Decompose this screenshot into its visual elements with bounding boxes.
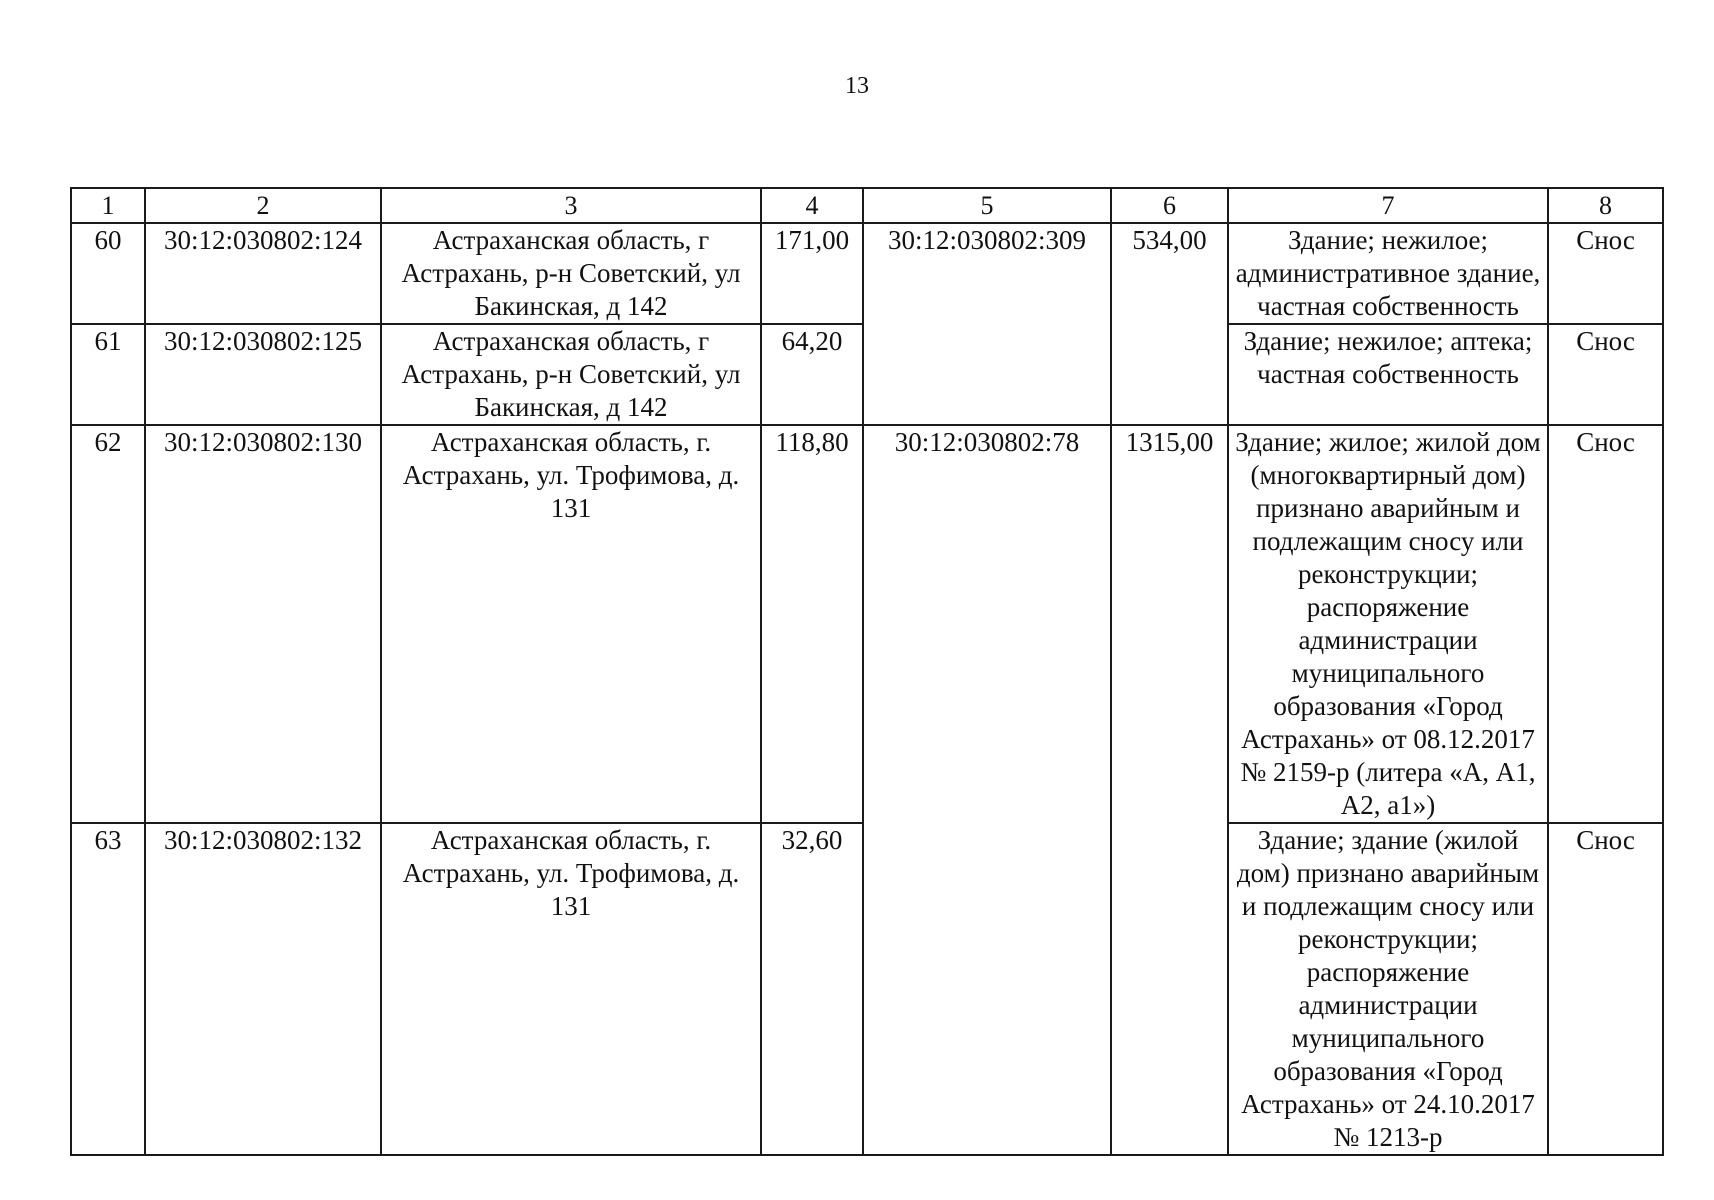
header-col-8: 8	[1548, 188, 1663, 223]
table-row	[71, 425, 1663, 823]
address: Астраханская область, г Астрахань, р-н Советский, ул Бакинская, д 142	[381, 324, 761, 425]
header-col-2: 2	[145, 188, 381, 223]
building-area: 118,80	[761, 425, 863, 823]
header-col-5: 5	[863, 188, 1111, 223]
address: Астраханская область, г. Астрахань, ул. Трофимова, д. 131	[381, 823, 761, 1155]
building-cadastral-number: 30:12:030802:130	[145, 425, 381, 823]
page-number: 13	[845, 73, 869, 99]
land-cadastral-number: 30:12:030802:309	[863, 223, 1111, 425]
land-area: 534,00	[1111, 223, 1228, 425]
building-area: 171,00	[761, 223, 863, 324]
planned-action: Снос	[1548, 223, 1663, 324]
building-area: 32,60	[761, 823, 863, 1155]
object-description: Здание; нежилое; административное здание, частная собственность	[1228, 223, 1548, 324]
row-number: 63	[71, 823, 145, 1155]
header-col-3: 3	[381, 188, 761, 223]
planned-action: Снос	[1548, 823, 1663, 1155]
header-col-7: 7	[1228, 188, 1548, 223]
table-row	[71, 223, 1663, 324]
row-number: 60	[71, 223, 145, 324]
header-row	[71, 188, 1663, 223]
building-cadastral-number: 30:12:030802:124	[145, 223, 381, 324]
objects-table	[70, 187, 1664, 1156]
object-description: Здание; жилое; жилой дом (многоквартирный дом) признано аварийным и подлежащим сносу или реконструкции; распоряжение администрации муниципального образования «Город Астрахань» от 08.12.2017 № 2159-р (литера «А, А1, А2, а1»)	[1228, 425, 1548, 823]
land-cadastral-number: 30:12:030802:78	[863, 425, 1111, 1155]
row-number: 62	[71, 425, 145, 823]
planned-action: Снос	[1548, 425, 1663, 823]
address: Астраханская область, г Астрахань, р-н Советский, ул Бакинская, д 142	[381, 223, 761, 324]
header-col-1: 1	[71, 188, 145, 223]
object-description: Здание; здание (жилой дом) признано аварийным и подлежащим сносу или реконструкции; распоряжение администрации муниципального образования «Город Астрахань» от 24.10.2017 № 1213-р	[1228, 823, 1548, 1155]
header-col-4: 4	[761, 188, 863, 223]
building-cadastral-number: 30:12:030802:132	[145, 823, 381, 1155]
planned-action: Снос	[1548, 324, 1663, 425]
building-cadastral-number: 30:12:030802:125	[145, 324, 381, 425]
building-area: 64,20	[761, 324, 863, 425]
land-area: 1315,00	[1111, 425, 1228, 1155]
row-number: 61	[71, 324, 145, 425]
header-col-6: 6	[1111, 188, 1228, 223]
object-description: Здание; нежилое; аптека; частная собственность	[1228, 324, 1548, 425]
address: Астраханская область, г. Астрахань, ул. Трофимова, д. 131	[381, 425, 761, 823]
